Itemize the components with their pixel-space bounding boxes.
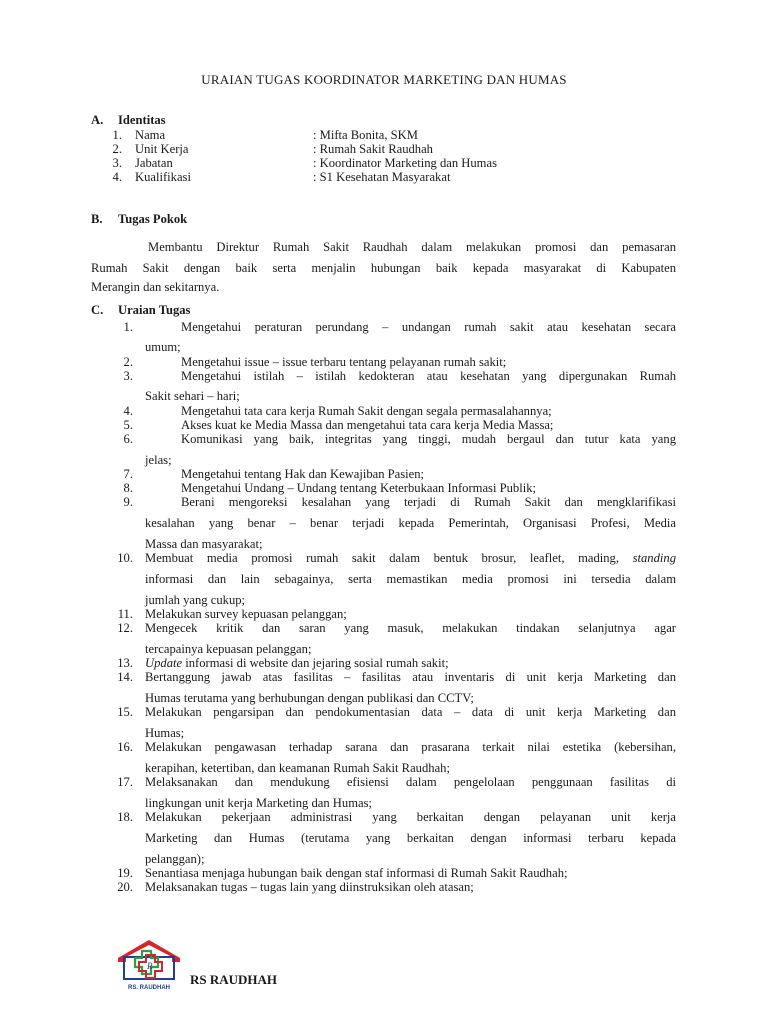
task-item-number: 2. bbox=[123, 355, 133, 369]
task-item-line: Massa dan masyarakat; bbox=[145, 537, 263, 551]
task-item-line: Marketing dan Humas (terutama yang berkaitan dengan informasi terbaru kepada bbox=[145, 831, 676, 845]
task-item-number: 15. bbox=[117, 705, 133, 719]
task-item-line: jelas; bbox=[145, 453, 172, 467]
task-item-number: 7. bbox=[123, 467, 133, 481]
task-item-number: 13. bbox=[117, 656, 133, 670]
task-item-line: umum; bbox=[145, 340, 181, 354]
task-item-line: Bertanggung jawab atas fasilitas – fasilitas atau inventaris di unit kerja Marketing dan bbox=[145, 670, 676, 684]
task-item-number: 10. bbox=[117, 551, 133, 565]
task-item-line: Mengetahui Undang – Undang tentang Keterbukaan Informasi Publik; bbox=[181, 481, 536, 495]
task-item-line: tercapainya kepuasan pelanggan; bbox=[145, 642, 312, 656]
hospital-logo-icon bbox=[116, 936, 182, 992]
task-item-number: 18. bbox=[117, 810, 133, 824]
task-item-number: 5. bbox=[123, 418, 133, 432]
task-item-line: Melakukan pengawasan terhadap sarana dan prasarana terkait nilai estetika (kebersihan, bbox=[145, 740, 676, 754]
identity-row-key: Jabatan bbox=[135, 156, 173, 170]
task-item-line: Mengetahui tentang Hak dan Kewajiban Pasien; bbox=[181, 467, 425, 481]
task-item-line: Mengetahui istilah – istilah kedokteran atau kesehatan yang dipergunakan Rumah bbox=[181, 369, 676, 383]
task-item-line: Melaksanakan dan mendukung efisiensi dalam pengelolaan penggunaan fasilitas di bbox=[145, 775, 676, 789]
task-item-line: Update informasi di website dan jejaring sosial rumah sakit; bbox=[145, 656, 449, 670]
logo-caption: RS. RAUDHAH bbox=[128, 985, 170, 991]
task-item-number: 20. bbox=[117, 880, 133, 894]
task-item-number: 11. bbox=[117, 607, 133, 621]
task-item-line: Mengetahui peraturan perundang – undangan rumah sakit atau kesehatan secara bbox=[181, 320, 676, 334]
task-item-line: Mengecek kritik dan saran yang masuk, melakukan tindakan selanjutnya agar bbox=[145, 621, 676, 635]
identity-row-value: : Mifta Bonita, SKM bbox=[313, 128, 418, 142]
task-item-line: Berani mengoreksi kesalahan yang terjadi di Rumah Sakit dan mengklarifikasi bbox=[181, 495, 676, 509]
task-item-number: 19. bbox=[117, 866, 133, 880]
section-a-label: A. bbox=[91, 113, 104, 127]
tugas-pokok-line: Rumah Sakit dengan baik serta menjalin hubungan baik kepada masyarakat di Kabupaten bbox=[91, 261, 676, 275]
identity-row-key: Kualifikasi bbox=[135, 170, 191, 184]
section-b-label: B. bbox=[91, 212, 103, 226]
task-item-line: Melakukan pekerjaan administrasi yang berkaitan dengan pelayanan unit kerja bbox=[145, 810, 676, 824]
identity-row-key: Unit Kerja bbox=[135, 142, 189, 156]
task-item-line: Humas terutama yang berhubungan dengan publikasi dan CCTV; bbox=[145, 691, 474, 705]
task-item-line: Melakukan survey kepuasan pelanggan; bbox=[145, 607, 347, 621]
identity-row-number: 1. bbox=[112, 128, 122, 142]
task-item-number: 17. bbox=[117, 775, 133, 789]
section-c-label: C. bbox=[91, 303, 104, 317]
task-item-number: 16. bbox=[117, 740, 133, 754]
task-item-line: jumlah yang cukup; bbox=[145, 593, 246, 607]
task-item-line: Membuat media promosi rumah sakit dalam bentuk brosur, leaflet, mading, standing bbox=[145, 551, 676, 565]
section-a-heading: Identitas bbox=[118, 113, 166, 127]
task-item-line: kesalahan yang benar – benar terjadi kepada Pemerintah, Organisasi Profesi, Media bbox=[145, 516, 676, 530]
task-item-line: Mengetahui issue – issue terbaru tentang pelayanan rumah sakit; bbox=[181, 355, 507, 369]
section-b-heading: Tugas Pokok bbox=[118, 212, 188, 226]
identity-row-value: : S1 Kesehatan Masyarakat bbox=[313, 170, 451, 184]
task-item-line: Melakukan pengarsipan dan pendokumentasian data – data di unit kerja Marketing dan bbox=[145, 705, 676, 719]
identity-row-value: : Koordinator Marketing dan Humas bbox=[313, 156, 497, 170]
task-item-line: Akses kuat ke Media Massa dan mengetahui tata cara kerja Media Massa; bbox=[181, 418, 554, 432]
task-item-number: 12. bbox=[117, 621, 133, 635]
task-item-line: Komunikasi yang baik, integritas yang tinggi, mudah bergaul dan tutur kata yang bbox=[181, 432, 676, 446]
identity-row-number: 2. bbox=[112, 142, 122, 156]
task-item-number: 1. bbox=[123, 320, 133, 334]
tugas-pokok-line: Membantu Direktur Rumah Sakit Raudhah dalam melakukan promosi dan pemasaran bbox=[148, 240, 676, 254]
section-c-heading: Uraian Tugas bbox=[118, 303, 191, 317]
task-item-line: Sakit sehari – hari; bbox=[145, 389, 240, 403]
task-item-line: informasi dan lain sebagainya, serta memastikan media promosi ini tersedia dalam bbox=[145, 572, 676, 586]
footer-org-name: RS RAUDHAH bbox=[190, 972, 278, 987]
task-item-number: 6. bbox=[123, 432, 133, 446]
task-item-line: Mengetahui tata cara kerja Rumah Sakit dengan segala permasalahannya; bbox=[181, 404, 552, 418]
tugas-pokok-line: Merangin dan sekitarnya. bbox=[91, 280, 220, 294]
task-item-line: kerapihan, ketertiban, dan keamanan Rumah Sakit Raudhah; bbox=[145, 761, 450, 775]
hospital-logo bbox=[116, 936, 182, 992]
logo-letter: R bbox=[147, 961, 153, 971]
document-title: URAIAN TUGAS KOORDINATOR MARKETING DAN HUMAS bbox=[201, 72, 567, 87]
task-item-line: lingkungan unit kerja Marketing dan Humas; bbox=[145, 796, 372, 810]
task-item-number: 3. bbox=[123, 369, 133, 383]
task-item-number: 8. bbox=[123, 481, 133, 495]
task-item-line: Senantiasa menjaga hubungan baik dengan staf informasi di Rumah Sakit Raudhah; bbox=[145, 866, 568, 880]
identity-row-value: : Rumah Sakit Raudhah bbox=[313, 142, 433, 156]
task-item-number: 4. bbox=[123, 404, 133, 418]
identity-row-number: 4. bbox=[112, 170, 122, 184]
identity-row-number: 3. bbox=[112, 156, 122, 170]
task-item-line: Melaksanakan tugas – tugas lain yang diinstruksikan oleh atasan; bbox=[145, 880, 474, 894]
task-item-number: 9. bbox=[123, 495, 133, 509]
identity-row-key: Nama bbox=[135, 128, 166, 142]
task-item-line: pelanggan); bbox=[145, 852, 205, 866]
task-item-number: 14. bbox=[117, 670, 133, 684]
task-item-line: Humas; bbox=[145, 726, 185, 740]
